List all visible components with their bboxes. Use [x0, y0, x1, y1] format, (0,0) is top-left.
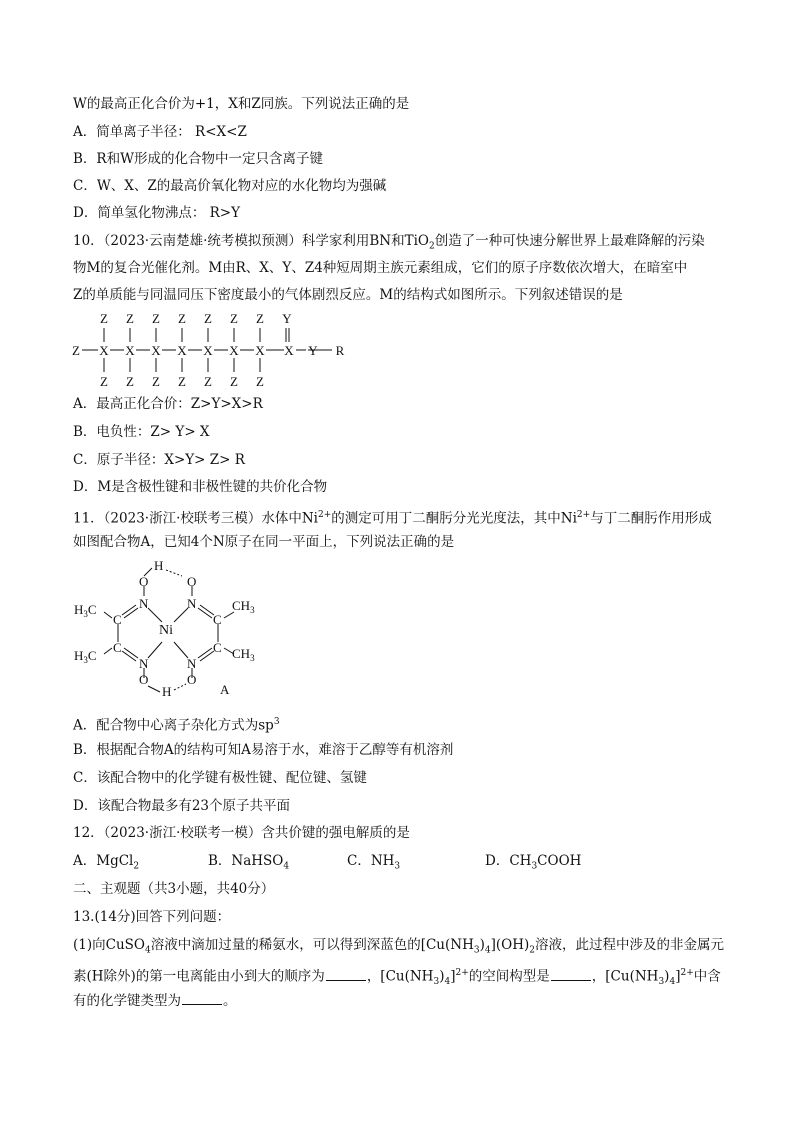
- atom-z: Z: [126, 311, 134, 326]
- q12-option-a: A．MgCl$_2$: [73, 853, 140, 872]
- atom-c: C: [213, 612, 222, 627]
- atom-o: O: [187, 672, 197, 687]
- q11-stem-line1: 11．（2023·浙江·校联考三模）水体中$Ni^{2+}$的测定可用丁二酮肟分光光度法，其中$Ni^{2+}$与丁二酮肟作用形成: [73, 510, 712, 527]
- atom-z: Z: [72, 343, 80, 358]
- atom-h: H: [162, 684, 172, 698]
- atom-x: X: [284, 343, 294, 358]
- q10-option-d: D．M是含极性键和非极性键的共价化合物: [73, 479, 328, 495]
- atom-h: H: [154, 558, 164, 573]
- atom-x: X: [177, 343, 187, 358]
- atom-z: Z: [256, 374, 264, 389]
- atom-z: Z: [100, 374, 108, 389]
- atom-z: Z: [204, 311, 212, 326]
- q11-option-d: D．该配合物最多有23个原子共平面: [73, 798, 291, 814]
- complex-a-structure: [74, 556, 274, 698]
- q13-stem: 13.(14分)回答下列问题：: [73, 909, 231, 925]
- atom-n: N: [139, 656, 149, 671]
- q9-option-c: C．W、X、Z的最高价氧化物对应的水化物均为强碱: [73, 178, 387, 194]
- atom-r: R: [335, 343, 345, 358]
- atom-x: X: [229, 343, 239, 358]
- atom-z: Z: [152, 374, 160, 389]
- answer-blank[interactable]: [182, 992, 222, 1005]
- q10-stem-line2: 物M的复合光催化剂。M由R、X、Y、Z4种短周期主族元素组成，它们的原子序数依次增大，在暗室中: [73, 260, 688, 276]
- section-heading: 二、主观题（共3小题，共40分）: [73, 881, 275, 897]
- q10-option-c: C．原子半径：X>Y> Z> R: [73, 452, 245, 468]
- methyl-group: $CH_3$: [232, 598, 255, 615]
- q13-part1-line3: 有的化学键类型为 。: [73, 993, 237, 1009]
- atom-x: X: [255, 343, 265, 358]
- atom-z: Z: [204, 374, 212, 389]
- q13-part1-line2: 素(H除外)的第一电离能由小到大的顺序为 ，$[Cu(NH_3)_4]^{2+}$的空间构型是 ，$[Cu(NH_3)_4]^{2+}$中含: [73, 968, 721, 988]
- atom-z: Z: [230, 311, 238, 326]
- q10-option-b: B．电负性：Z> Y> X: [73, 424, 210, 440]
- atom-n: N: [187, 596, 197, 611]
- q9-option-b: B．R和W形成的化合物中一定只含离子键: [73, 151, 323, 167]
- q12-option-c: C．$NH_3$: [347, 853, 401, 872]
- q12-option-b: B．NaHSO$_4$: [208, 853, 290, 872]
- atom-n: N: [187, 656, 197, 671]
- q11-option-c: C．该配合物中的化学键有极性键、配位键、氢键: [73, 770, 367, 786]
- atom-z: Z: [100, 311, 108, 326]
- structure-m-diagram: [70, 308, 360, 390]
- atom-o: O: [187, 574, 197, 589]
- q9-option-a: A．简单离子半径： R<X<Z: [73, 124, 247, 140]
- atom-z: Z: [256, 311, 264, 326]
- q10-stem-line3: Z的单质能与同温同压下密度最小的气体剧烈反应。M的结构式如图所示。下列叙述错误的是: [73, 287, 623, 303]
- atom-ni: Ni: [159, 623, 173, 638]
- q11-option-a: A．配合物中心离子杂化方式为$sp^3$: [73, 717, 280, 734]
- atom-o: O: [139, 574, 149, 589]
- answer-blank[interactable]: [326, 968, 366, 981]
- atom-x: X: [203, 343, 213, 358]
- atom-c: C: [213, 640, 222, 655]
- methyl-group: $H_3C$: [74, 648, 97, 665]
- atom-n: N: [139, 596, 149, 611]
- atom-z: Z: [152, 311, 160, 326]
- atom-o: O: [139, 672, 149, 687]
- atom-z: Z: [230, 374, 238, 389]
- atom-z: Z: [178, 374, 186, 389]
- q12-option-d: D．$CH_3COOH$: [485, 853, 582, 872]
- q11-option-b: B．根据配合物A的结构可知A易溶于水，难溶于乙醇等有机溶剂: [73, 742, 454, 758]
- atom-c: C: [113, 612, 122, 627]
- complex-label: A: [220, 682, 230, 697]
- atom-c: C: [113, 640, 122, 655]
- atom-z: Z: [178, 311, 186, 326]
- atom-x: X: [151, 343, 161, 358]
- atom-z: Z: [126, 374, 134, 389]
- q11-stem-line2: 如图配合物A，已知4个N原子在同一平面上，下列说法正确的是: [73, 534, 455, 550]
- question-intro-line: W的最高正化合价为+1，X和Z同族。下列说法正确的是: [73, 96, 410, 112]
- atom-x: X: [99, 343, 109, 358]
- atom-x: X: [125, 343, 135, 358]
- methyl-group: $H_3C$: [74, 602, 97, 619]
- q9-option-d: D．简单氢化物沸点： R>Y: [73, 205, 241, 221]
- q13-part1-line1: (1)向CuSO$_4$溶液中滴加过量的稀氨水，可以得到深蓝色的$[Cu(NH_3)_4](OH)_2$溶液，此过程中涉及的非金属元: [73, 937, 724, 956]
- q12-stem: 12．（2023·浙江·校联考一模）含共价键的强电解质的是: [73, 825, 410, 841]
- answer-blank[interactable]: [551, 968, 591, 981]
- q10-stem-line1: 10．（2023·云南楚雄·统考模拟预测）科学家利用BN和TiO$_2$创造了一种可快速分解世界上最难降解的污染: [73, 233, 705, 252]
- methyl-group: $CH_3$: [232, 646, 255, 663]
- q10-option-a: A．最高正化合价：Z>Y>X>R: [73, 396, 263, 412]
- atom-y: Y: [282, 311, 292, 326]
- atom-y: Y: [308, 343, 318, 358]
